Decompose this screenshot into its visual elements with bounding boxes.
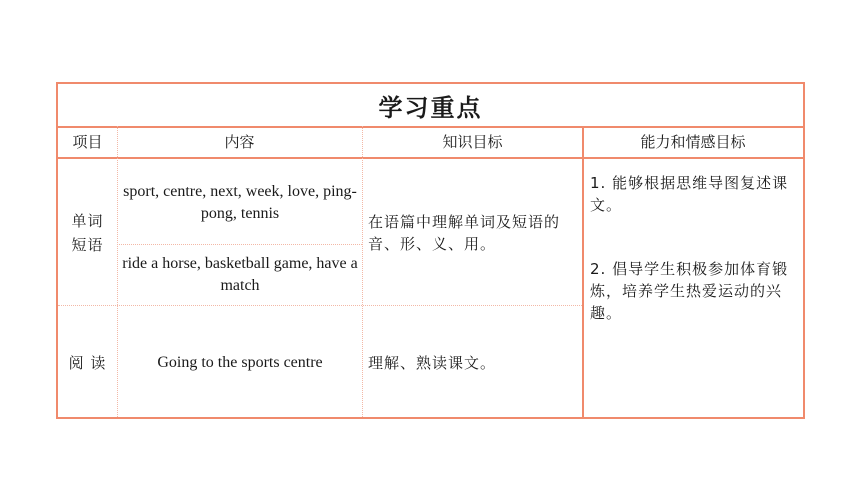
header-knowledge: 知识目标 <box>362 126 583 159</box>
ability-goal-1: 1. 能够根据思维导图复述课文。 <box>590 174 789 214</box>
row-label-vocab: 单词 短语 <box>71 212 104 254</box>
key-points-table <box>56 82 805 419</box>
column-divider <box>362 126 363 417</box>
row-label-reading: 阅 读 <box>68 353 107 372</box>
header-ability: 能力和情感目标 <box>583 126 803 159</box>
reading-content: Going to the sports centre <box>157 353 323 371</box>
table-title: 学习重点 <box>58 84 803 128</box>
vocab-content-1: sport, centre, next, week, love, ping-pong, tennis <box>123 182 357 222</box>
column-divider <box>582 126 584 417</box>
ability-goal-2: 2. 倡导学生积极参加体育锻炼，培养学生热爱运动的兴趣。 <box>590 260 789 322</box>
header-content: 内容 <box>117 126 362 159</box>
reading-knowledge: 理解、熟读课文。 <box>368 353 497 372</box>
header-item: 项目 <box>58 126 117 159</box>
column-divider <box>117 126 118 417</box>
vocab-knowledge: 在语篇中理解单词及短语的音、形、义、用。 <box>368 213 561 253</box>
vocab-content-2: ride a horse, basketball game, have a match <box>122 255 358 294</box>
